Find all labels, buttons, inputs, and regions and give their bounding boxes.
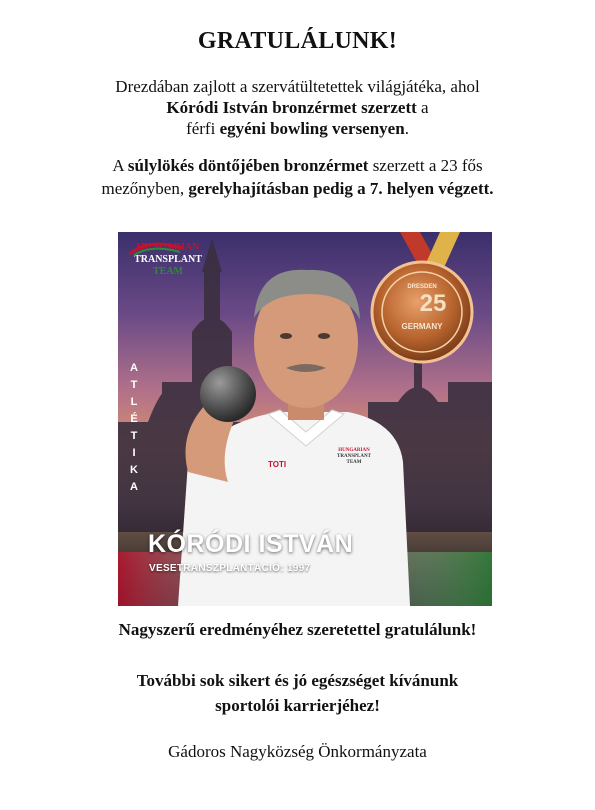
congratulation-line: Nagyszerű eredményéhez szeretettel gratulálunk!: [118, 620, 477, 639]
results-line-2-bold: gerelyhajításban pedig a 7. helyen végzett.: [188, 179, 494, 198]
vertical-letter: I: [132, 447, 136, 459]
logo-line-1: HUNGARIAN: [136, 242, 200, 253]
vertical-letter: L: [130, 396, 138, 408]
medal-city: DRESDEN: [407, 284, 437, 290]
vertical-letter: A: [130, 481, 138, 493]
intro-line-3: [0, 118, 595, 139]
athlete-poster: [118, 232, 492, 606]
logo-swoosh-icon: [128, 242, 184, 256]
intro-line-2-tail: a: [416, 98, 429, 117]
hungarian-transplant-team-logo: [128, 242, 208, 278]
medal-year: 25: [419, 290, 447, 317]
vertical-letter: É: [130, 413, 138, 425]
sport-label-vertical: [127, 360, 141, 496]
wishes-line-1: További sok sikert és jó egészséget kívánunk: [136, 671, 459, 690]
logo-line-3: TEAM: [153, 266, 183, 277]
shirt-team-logo: [334, 448, 374, 466]
intro-line-3-bold: egyéni bowling versenyen: [219, 119, 405, 138]
athlete-transplant-year: VESETRANSZPLANTÁCIÓ: 1997: [149, 563, 311, 574]
vertical-letter: T: [130, 430, 138, 442]
signature: Gádoros Nagyközség Önkormányzata: [168, 742, 427, 761]
page-title: GRATULÁLUNK!: [197, 28, 398, 54]
wishes-paragraph: [0, 668, 595, 718]
intro-line-3-pre: férfi: [186, 119, 220, 138]
vertical-letter: K: [130, 464, 138, 476]
vertical-letter: A: [130, 362, 138, 374]
vertical-letter: T: [130, 379, 138, 391]
wishes-line-2: sportolói karrierjéhez!: [215, 696, 380, 715]
shirt-brand-logo: TOTI: [268, 460, 287, 469]
athlete-name: KÓRÓDI ISTVÁN: [148, 530, 354, 558]
medal-country: GERMANY: [401, 322, 443, 331]
results-line-2: [0, 177, 595, 200]
intro-line-2: [0, 97, 595, 118]
results-line-1-bold: súlylökés döntőjében bronzérmet: [127, 156, 369, 175]
results-line-1-tail: szerzett a 23 fős: [368, 156, 483, 175]
results-line-2-pre: mezőnyben,: [101, 179, 189, 198]
shirt-logo-line-2: TRANSPLANT TEAM: [337, 454, 371, 465]
results-line-1: [0, 154, 595, 177]
intro-line-1: Drezdában zajlott a szervátültetettek világjátéka, ahol: [115, 77, 480, 96]
shirt-logo-line-1: HUNGARIAN: [338, 448, 370, 453]
shot-put-ball-icon: [200, 366, 256, 422]
intro-line-3-tail: .: [404, 119, 409, 138]
logo-line-2: TRANSPLANT: [134, 254, 202, 265]
intro-line-2-bold: Kóródi István bronzérmet szerzett: [166, 98, 417, 117]
results-paragraph: [0, 154, 595, 200]
intro-paragraph: [0, 76, 595, 139]
results-line-1-pre: A: [112, 156, 128, 175]
